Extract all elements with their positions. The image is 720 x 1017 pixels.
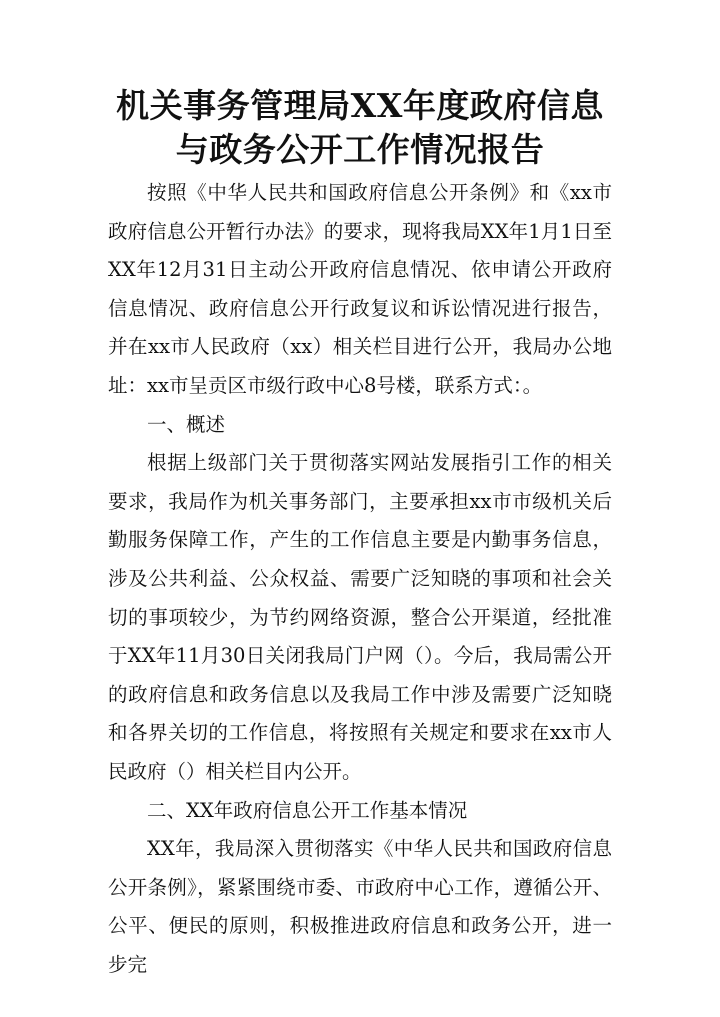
document-title: 机关事务管理局XX年度政府信息与政务公开工作情况报告 [116,86,604,169]
basic-situation-paragraph: XX年，我局深入贯彻落实《中华人民共和国政府信息公开条例》，紧紧围绕市委、市政府中心工作，遵循公开、公平、便民的原则，积极推进政府信息和政务公开，进一步完 [108,837,612,976]
document-body [108,174,612,984]
section-heading-basic-situation: 二、XX年政府信息公开工作基本情况 [147,798,468,822]
section-heading-overview: 一、概述 [147,412,226,436]
overview-paragraph: 根据上级部门关于贯彻落实网站发展指引工作的相关要求，我局作为机关事务部门，主要承担xx市市级机关后勤服务保障工作，产生的工作信息主要是内勤事务信息，涉及公共利益、公众权益、需要广泛知晓的事项和社会关切的事项较少，为节约网络资源，整合公开渠道，经批准于XX年11月30日关闭我局门户网（）。今后，我局需公开的政府信息和政务信息以及我局工作中涉及需要广泛知晓和各界关切的工作信息，将按照有关规定和要求在xx市人民政府（）相关栏目内公开。 [108,451,612,783]
intro-paragraph: 按照《中华人民共和国政府信息公开条例》和《xx市政府信息公开暂行办法》的要求，现将我局XX年1月1日至XX年12月31日主动公开政府信息情况、依申请公开政府信息情况、政府信息公开行政复议和诉讼情况进行报告，并在xx市人民政府（xx）相关栏目进行公开，我局办公地址：xx市呈贡区市级行政中心8号楼，联系方式：。 [108,181,612,397]
